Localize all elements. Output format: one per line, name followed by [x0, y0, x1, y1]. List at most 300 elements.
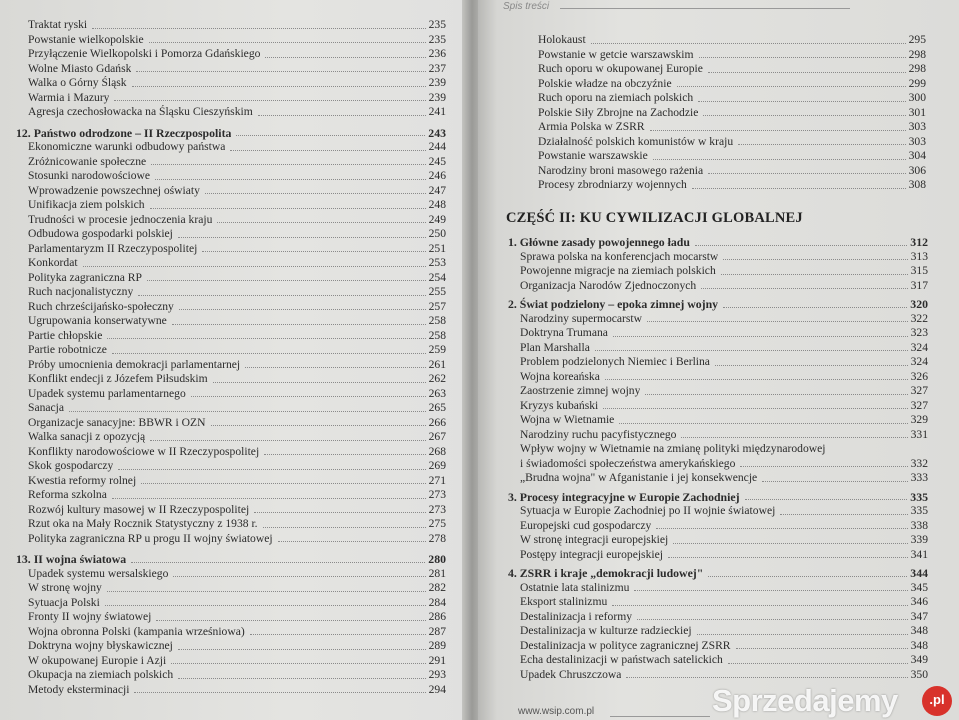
toc-entry — [508, 341, 928, 356]
toc-entry-title: Warmia i Mazury — [28, 90, 110, 104]
toc-entry — [16, 610, 446, 625]
toc-chapter-entry — [16, 552, 446, 567]
toc-page-number: 333 — [910, 471, 928, 484]
toc-page-number: 263 — [428, 386, 446, 400]
dot-leader — [136, 71, 425, 72]
toc-page-number: 275 — [428, 517, 446, 530]
toc-page-number: 312 — [910, 235, 928, 249]
toc-entry — [508, 519, 928, 534]
toc-page-number: 235 — [428, 32, 446, 46]
toc-entry — [16, 668, 446, 683]
toc-page-number: 239 — [428, 90, 446, 104]
toc-entry-title: Problem podzielonych Niemiec i Berlina — [520, 355, 710, 368]
toc-entry-title: Okupacja na ziemiach polskich — [28, 668, 174, 681]
toc-entry — [16, 387, 446, 402]
dot-leader — [697, 634, 908, 635]
toc-entry-title: Doktryna Trumana — [520, 326, 608, 339]
toc-page-number: 278 — [428, 531, 446, 545]
toc-page-number: 267 — [428, 430, 446, 443]
dot-leader — [105, 605, 426, 606]
toc-entry-title: Partie robotnicze — [28, 343, 107, 356]
toc-page-number: 301 — [908, 105, 926, 119]
toc-page-number: 335 — [910, 504, 928, 517]
toc-entry — [16, 169, 446, 184]
toc-entry-title: Unifikacja ziem polskich — [28, 198, 145, 211]
toc-entry-title: Plan Marshalla — [520, 340, 590, 354]
dot-leader — [668, 557, 908, 558]
dot-leader — [721, 274, 908, 275]
toc-entry — [526, 149, 926, 164]
toc-entry-title: Organizacja Narodów Zjednoczonych — [520, 278, 697, 292]
toc-entry-title: Metody eksterminacji — [28, 682, 130, 696]
dot-leader — [595, 350, 908, 351]
dot-leader — [656, 528, 907, 529]
dot-leader — [156, 620, 425, 621]
toc-entry-title: Ruch nacjonalistyczny — [28, 285, 134, 298]
dot-leader — [699, 57, 906, 58]
dot-leader — [171, 663, 425, 664]
toc-page-number: 289 — [428, 639, 446, 652]
toc-entry — [508, 653, 928, 668]
toc-entry — [508, 326, 928, 341]
toc-entry-title: Polityka zagraniczna RP — [28, 270, 142, 284]
toc-entry — [16, 625, 446, 640]
toc-page-number: 266 — [428, 415, 446, 429]
toc-entry-title: Wojna obronna Polski (kampania wrześniowa) — [28, 624, 245, 638]
dot-leader — [236, 135, 425, 136]
dot-leader — [740, 466, 907, 467]
toc-entry-title: Traktat ryski — [28, 18, 88, 31]
dot-leader — [695, 245, 907, 246]
toc-entry — [508, 413, 928, 428]
toc-page-number: 268 — [428, 444, 446, 458]
toc-page-number: 326 — [910, 369, 928, 383]
toc-page-number: 332 — [910, 456, 928, 470]
toc-entry — [16, 91, 446, 106]
toc-entry — [508, 355, 928, 370]
toc-entry-title: Procesy zbrodniarzy wojennych — [538, 178, 687, 191]
toc-entry-title: Ostatnie lata stalinizmu — [520, 580, 630, 594]
toc-page-number: 308 — [908, 178, 926, 191]
dot-leader — [173, 576, 425, 577]
toc-entry — [16, 213, 446, 228]
toc-page-number: 241 — [428, 105, 446, 118]
toc-entry-title: Sytuacja w Europie Zachodniej po II wojnie światowej — [520, 504, 776, 517]
footer-rule — [610, 716, 710, 717]
toc-entry-title: Ruch chrześcijańsko-społeczny — [28, 299, 174, 313]
toc-page-number: 280 — [428, 552, 446, 566]
dot-leader — [723, 259, 907, 260]
toc-entry-title: Rzut oka na Mały Rocznik Statystyczny z 1938 r. — [28, 517, 258, 530]
left-page — [0, 0, 468, 720]
dot-leader — [278, 541, 426, 542]
dot-leader — [701, 288, 907, 289]
toc-page-number: 248 — [428, 198, 446, 211]
toc-entry-title: Armia Polska w ZSRR — [538, 120, 645, 133]
toc-entry-title: 4. ZSRR i kraje „demokracji ludowej" — [508, 566, 704, 580]
toc-entry-title: Polityka zagraniczna RP u progu II wojny światowej — [28, 531, 273, 545]
toc-entry — [16, 416, 446, 431]
toc-entry-title: 3. Procesy integracyjne w Europie Zachodniej — [508, 489, 740, 504]
toc-page-number: 236 — [428, 47, 446, 60]
toc-page-number: 315 — [910, 264, 928, 277]
toc-entry-title: Upadek systemu parlamentarnego — [28, 386, 186, 400]
dot-leader — [708, 576, 907, 577]
toc-page-number: 303 — [908, 134, 926, 148]
toc-entry-title: Sanacja — [28, 401, 65, 414]
dot-leader — [265, 57, 425, 58]
dot-leader — [698, 101, 905, 102]
toc-entry — [16, 140, 446, 155]
toc-entry — [16, 581, 446, 596]
toc-page-number: 324 — [910, 355, 928, 368]
toc-chapter-entry — [508, 235, 928, 250]
toc-page-number: 298 — [908, 62, 926, 75]
toc-chapter-entry — [508, 566, 928, 581]
toc-page-number: 317 — [910, 278, 928, 292]
dot-leader — [213, 382, 426, 383]
toc-page-number: 335 — [910, 489, 928, 504]
dot-leader — [619, 423, 907, 424]
toc-entry-title: Destalinizacja i reformy — [520, 609, 633, 623]
toc-entry — [16, 503, 446, 518]
toc-page-number: 331 — [910, 427, 928, 441]
toc-entry — [526, 106, 926, 121]
dot-leader — [612, 605, 907, 606]
toc-entry-title: Parlamentaryzm II Rzeczypospolitej — [28, 241, 198, 255]
toc-entry — [16, 596, 446, 611]
toc-list-right-top — [526, 33, 926, 193]
dot-leader — [150, 208, 426, 209]
toc-entry-title: Konflikty narodowościowe w II Rzeczypospolitej — [28, 444, 260, 458]
toc-page-number: 341 — [910, 547, 928, 561]
toc-entry-title: Kryzys kubański — [520, 398, 599, 412]
toc-page-number: 269 — [428, 459, 446, 472]
toc-entry-title: Przyłączenie Wielkopolski i Pomorza Gdańskiego — [28, 47, 261, 60]
toc-entry-title: Skok gospodarczy — [28, 459, 114, 472]
toc-page-number: 349 — [910, 653, 928, 666]
toc-entry-title: Fronty II wojny światowej — [28, 610, 152, 623]
dot-leader — [179, 309, 426, 310]
toc-entry-title: Konflikt endecji z Józefem Piłsudskim — [28, 372, 208, 385]
toc-page-number: 251 — [428, 241, 446, 255]
dot-leader — [692, 188, 906, 189]
toc-entry — [16, 401, 446, 416]
toc-page-number: 255 — [428, 285, 446, 298]
toc-entry — [508, 250, 928, 265]
toc-entry — [16, 488, 446, 503]
toc-page-number: 348 — [910, 624, 928, 637]
toc-page-number: 239 — [428, 76, 446, 89]
toc-entry — [16, 47, 446, 62]
dot-leader — [762, 481, 907, 482]
toc-entry — [16, 18, 446, 33]
toc-entry-title: „Brudna wojna" w Afganistanie i jej konsekwencje — [520, 471, 758, 484]
toc-entry-title: Stosunki narodowościowe — [28, 169, 151, 182]
toc-page-number: 295 — [908, 33, 926, 46]
dot-leader — [263, 527, 426, 528]
toc-entry-title: Destalinizacja w kulturze radzieckiej — [520, 624, 692, 637]
dot-leader — [107, 338, 425, 339]
toc-entry — [16, 445, 446, 460]
dot-leader — [155, 179, 426, 180]
toc-entry — [16, 474, 446, 489]
toc-entry — [508, 548, 928, 563]
toc-page-number: 299 — [908, 76, 926, 90]
toc-entry-title: Trudności w procesie jednoczenia kraju — [28, 212, 213, 226]
right-page — [478, 0, 959, 720]
dot-leader — [132, 86, 426, 87]
toc-page-number: 259 — [428, 343, 446, 356]
dot-leader — [637, 619, 908, 620]
toc-entry — [16, 343, 446, 358]
dot-leader — [134, 692, 425, 693]
toc-page-number: 346 — [910, 595, 928, 608]
toc-entry-title: Sprawa polska na konferencjach mocarstw — [520, 249, 719, 263]
dot-leader — [114, 100, 425, 101]
toc-entry — [508, 581, 928, 596]
toc-entry-title: Polskie Siły Zbrojne na Zachodzie — [538, 105, 699, 119]
toc-entry — [16, 271, 446, 286]
dot-leader — [634, 590, 907, 591]
toc-entry-title: Reforma szkolna — [28, 488, 107, 501]
toc-page-number: 254 — [428, 270, 446, 284]
watermark-badge: .pl — [922, 686, 952, 716]
toc-page-number: 284 — [428, 595, 446, 609]
toc-entry-title: Konkordat — [28, 256, 78, 269]
dot-leader — [736, 648, 908, 649]
toc-entry-title: Holokaust — [538, 33, 586, 46]
dot-leader — [191, 396, 426, 397]
toc-entry — [16, 198, 446, 213]
dot-leader — [151, 164, 425, 165]
dot-leader — [605, 379, 908, 380]
dot-leader — [738, 144, 905, 145]
dot-leader — [723, 307, 907, 308]
toc-entry-title: Zaostrzenie zimnej wojny — [520, 384, 641, 397]
toc-page-number: 303 — [908, 120, 926, 133]
toc-entry-title: Narodziny broni masowego rażenia — [538, 163, 704, 177]
toc-entry — [526, 91, 926, 106]
toc-entry — [16, 33, 446, 48]
toc-page-number: 327 — [910, 398, 928, 412]
toc-page-number: 313 — [910, 249, 928, 263]
toc-entry — [526, 33, 926, 48]
toc-page-number: 306 — [908, 163, 926, 177]
toc-entry — [16, 430, 446, 445]
toc-entry — [508, 533, 928, 548]
toc-page-number: 235 — [428, 18, 446, 31]
dot-leader — [603, 408, 907, 409]
toc-entry-title: Ugrupowania konserwatywne — [28, 314, 167, 327]
toc-entry — [508, 610, 928, 625]
toc-entry-title: Europejski cud gospodarczy — [520, 518, 652, 532]
toc-entry — [16, 242, 446, 257]
dot-leader — [205, 193, 426, 194]
toc-entry-title: Destalinizacja w polityce zagranicznej ZSRR — [520, 638, 731, 652]
dot-leader — [645, 394, 907, 395]
toc-entry-title: Eksport stalinizmu — [520, 595, 608, 608]
footer-url: www.wsip.com.pl — [518, 706, 595, 717]
toc-entry-title: Kwestia reformy rolnej — [28, 473, 137, 487]
toc-entry-title: Odbudowa gospodarki polskiej — [28, 227, 173, 240]
toc-entry-title: Zróżnicowanie społeczne — [28, 154, 147, 168]
toc-entry-title: Partie chłopskie — [28, 328, 103, 342]
toc-entry-title: 13. II wojna światowa — [16, 552, 127, 566]
toc-entry — [16, 285, 446, 300]
toc-page-number: 322 — [910, 311, 928, 325]
toc-list-right-main — [508, 231, 928, 682]
toc-entry-title: Walka sanacji z opozycją — [28, 430, 146, 443]
toc-page-number: 237 — [428, 61, 446, 75]
dot-leader — [230, 150, 425, 151]
toc-entry — [16, 683, 446, 698]
dot-leader — [745, 499, 908, 500]
toc-entry-title: Wojna koreańska — [520, 369, 600, 383]
toc-entry — [526, 77, 926, 92]
toc-entry — [508, 471, 928, 486]
toc-entry — [526, 48, 926, 63]
toc-entry-title: Powstanie warszawskie — [538, 149, 648, 162]
toc-page-number: 249 — [428, 212, 446, 226]
toc-entry-title: Próby umocnienia demokracji parlamentarnej — [28, 357, 241, 371]
toc-page-number: 304 — [908, 149, 926, 162]
toc-page-number: 347 — [910, 609, 928, 623]
toc-entry — [16, 654, 446, 669]
toc-entry-title: Agresja czechosłowacka na Śląsku Cieszyńskim — [28, 105, 253, 118]
toc-entry-title: Powstanie wielkopolskie — [28, 32, 144, 46]
toc-entry — [16, 532, 446, 547]
dot-leader — [780, 514, 907, 515]
part-title: CZĘŚĆ II: KU CYWILIZACJI GLOBALNEJ — [506, 210, 803, 226]
toc-entry-title: Powojenne migracje na ziemiach polskich — [520, 264, 716, 277]
toc-entry — [508, 668, 928, 683]
toc-entry — [508, 457, 928, 472]
dot-leader — [211, 425, 426, 426]
toc-entry — [16, 314, 446, 329]
toc-entry-title: 12. Państwo odrodzone – II Rzeczpospolita — [16, 125, 232, 140]
toc-entry — [508, 428, 928, 443]
toc-entry — [526, 62, 926, 77]
toc-page-number: 344 — [910, 566, 928, 580]
dot-leader — [681, 437, 907, 438]
toc-entry-title: Echa destalinizacji w państwach satelickich — [520, 653, 723, 666]
toc-entry-title: Polskie władze na obczyźnie — [538, 76, 672, 90]
toc-entry — [526, 178, 926, 193]
toc-entry — [526, 164, 926, 179]
toc-page-number: 329 — [910, 413, 928, 426]
toc-page-number: 324 — [910, 340, 928, 354]
toc-page-number: 247 — [428, 183, 446, 197]
dot-leader — [264, 454, 425, 455]
toc-page-number: 348 — [910, 638, 928, 652]
toc-page-number: 287 — [428, 624, 446, 638]
watermark-logo: Sprzedajemy — [712, 683, 898, 718]
toc-entry-title: Wpływ wojny w Wietnamie na zmianę polityki międzynarodowej — [520, 442, 826, 455]
toc-entry-title: Wolne Miasto Gdańsk — [28, 61, 132, 75]
dot-leader — [715, 365, 908, 366]
toc-page-number: 258 — [428, 328, 446, 342]
dot-leader — [650, 130, 906, 131]
toc-entry — [16, 459, 446, 474]
toc-page-number: 271 — [428, 473, 446, 487]
dot-leader — [708, 173, 905, 174]
toc-entry-title: Rozwój kultury masowej w II Rzeczypospolitej — [28, 502, 250, 516]
toc-page-number: 244 — [428, 140, 446, 153]
toc-entry-title: Walka o Górny Śląsk — [28, 76, 127, 89]
dot-leader — [653, 159, 906, 160]
toc-entry — [16, 105, 446, 120]
toc-page-number: 327 — [910, 384, 928, 397]
dot-leader — [626, 677, 907, 678]
toc-entry-title: Upadek Chruszczowa — [520, 667, 622, 681]
toc-entry — [526, 135, 926, 150]
toc-page-number: 338 — [910, 518, 928, 532]
dot-leader — [178, 678, 425, 679]
toc-entry — [508, 312, 928, 327]
toc-page-number: 262 — [428, 372, 446, 385]
toc-page-number: 245 — [428, 154, 446, 168]
dot-leader — [131, 562, 425, 563]
toc-entry — [508, 399, 928, 414]
dot-leader — [703, 115, 905, 116]
dot-leader — [728, 663, 908, 664]
toc-page-number: 291 — [428, 653, 446, 667]
toc-entry — [508, 370, 928, 385]
dot-leader — [591, 43, 906, 44]
toc-list-left — [16, 18, 446, 697]
toc-entry — [508, 504, 928, 519]
dot-leader — [92, 28, 425, 29]
dot-leader — [254, 512, 425, 513]
toc-entry — [16, 76, 446, 91]
dot-leader — [673, 543, 907, 544]
dot-leader — [677, 86, 906, 87]
toc-entry — [526, 120, 926, 135]
toc-entry — [16, 62, 446, 77]
running-head-rule — [560, 8, 850, 9]
dot-leader — [258, 115, 426, 116]
toc-entry — [508, 384, 928, 399]
toc-page-number: 257 — [428, 299, 446, 313]
dot-leader — [217, 222, 425, 223]
toc-page-number: 281 — [428, 566, 446, 580]
toc-entry-title: Sytuacja Polski — [28, 595, 100, 609]
toc-chapter-entry — [16, 126, 446, 141]
toc-page-number: 286 — [428, 610, 446, 623]
toc-entry — [16, 256, 446, 271]
running-head: Spis treści — [503, 1, 550, 12]
toc-page-number: 300 — [908, 91, 926, 104]
toc-page-number: 350 — [910, 667, 928, 681]
toc-page-number: 250 — [428, 227, 446, 240]
dot-leader — [149, 42, 426, 43]
toc-entry-title: W okupowanej Europie i Azji — [28, 653, 167, 667]
toc-entry — [16, 329, 446, 344]
toc-entry — [16, 517, 446, 532]
toc-page-number: 246 — [428, 169, 446, 182]
toc-entry — [508, 639, 928, 654]
toc-entry-title: i świadomości społeczeństwa amerykańskiego — [520, 456, 736, 470]
toc-entry — [16, 227, 446, 242]
dot-leader — [83, 266, 426, 267]
toc-entry-title: Narodziny ruchu pacyfistycznego — [520, 427, 677, 441]
dot-leader — [141, 483, 425, 484]
toc-page-number: 294 — [428, 682, 446, 696]
toc-entry-title: Ruch oporu w okupowanej Europie — [538, 62, 703, 75]
dot-leader — [112, 353, 426, 354]
toc-entry-title: Organizacje sanacyjne: BBWR i OZN — [28, 415, 206, 429]
